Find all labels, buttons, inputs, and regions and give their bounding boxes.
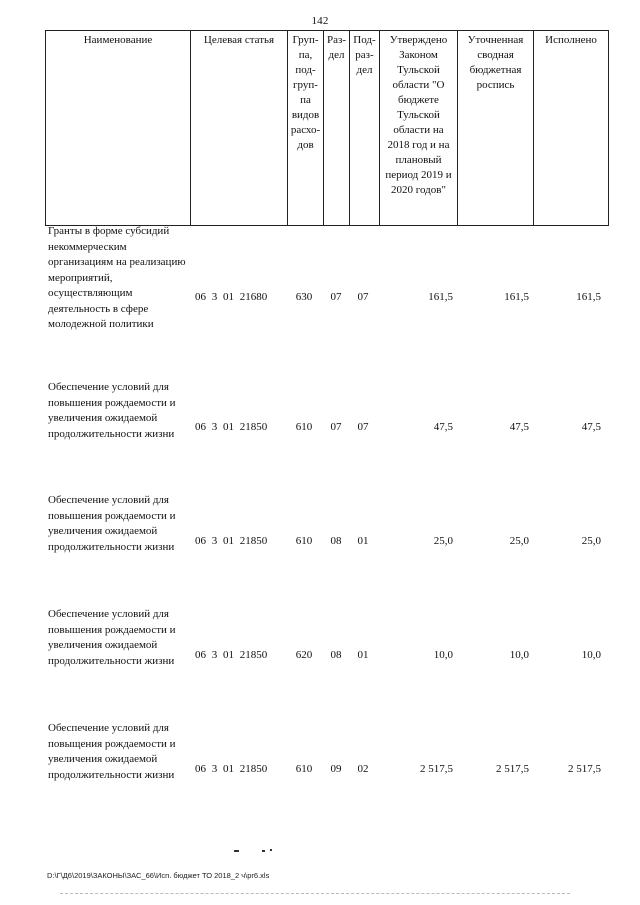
row-name: Гранты в форме субсидий некоммерческим организациям на реализацию мероприятий, осуществляющим деятельность в сфере молодежной политики: [48, 225, 186, 330]
row-section: 07: [330, 421, 342, 433]
row-expense-group: 630: [295, 291, 313, 303]
row-target-article: 06 3 01 21850: [195, 535, 268, 547]
row-approved: 2 517,5: [420, 763, 453, 775]
row-subsection: 01: [357, 535, 369, 547]
row-name: Обеспечение условий для повышения рождаемости и увеличения ожидаемой продолжительности жизни: [48, 608, 176, 667]
table-header: [45, 30, 609, 226]
row-refined: 2 517,5: [496, 763, 529, 775]
row-approved: 47,5: [433, 421, 453, 433]
scan-smudge: [234, 850, 274, 854]
row-name: Обеспечение условий для повышения рождаемости и увеличения ожидаемой продолжительности жизни: [48, 494, 176, 553]
header-target-article: Целевая статья: [191, 31, 288, 226]
row-target-article: 06 3 01 21680: [195, 291, 268, 303]
row-subsection: 01: [357, 649, 369, 661]
row-expense-group: 620: [295, 649, 313, 661]
row-subsection: 02: [357, 763, 369, 775]
header-executed: Исполнено: [534, 31, 609, 226]
row-refined: 161,5: [504, 291, 529, 303]
row-executed: 47,5: [581, 421, 601, 433]
row-section: 08: [330, 649, 342, 661]
row-refined: 47,5: [509, 421, 529, 433]
row-subsection: 07: [357, 421, 369, 433]
row-section: 07: [330, 291, 342, 303]
page-number: 142: [311, 15, 329, 27]
row-expense-group: 610: [295, 535, 313, 547]
row-executed: 25,0: [581, 535, 601, 547]
row-section: 08: [330, 535, 342, 547]
row-target-article: 06 3 01 21850: [195, 649, 268, 661]
row-executed: 10,0: [581, 649, 601, 661]
row-approved: 25,0: [433, 535, 453, 547]
row-refined: 25,0: [509, 535, 529, 547]
header-section: Раз-дел: [324, 31, 350, 226]
footer-file-path: D:\Г\Д6\2019\ЗАКОНЫ\ЗАС_66\Исп. бюджет ТО 2018_2 ч\pr6.xls: [47, 871, 270, 880]
row-executed: 2 517,5: [568, 763, 601, 775]
row-subsection: 07: [357, 291, 369, 303]
row-section: 09: [330, 763, 342, 775]
header-expense-group: Груп-па, под-груп-па видов расхо-дов: [288, 31, 324, 226]
row-executed: 161,5: [576, 291, 601, 303]
row-approved: 161,5: [428, 291, 453, 303]
row-expense-group: 610: [295, 421, 313, 433]
row-target-article: 06 3 01 21850: [195, 763, 268, 775]
header-name: Наименование: [46, 31, 191, 226]
footer-divider: [60, 893, 570, 894]
header-approved: Утверждено Законом Тульской области "О бюджете Тульской области на 2018 год и на плановый период 2019 и 2020 годов": [380, 31, 458, 226]
row-name: Обеспечение условий для повыщения рождаемости и увеличения ожидаемой продолжительности жизни: [48, 722, 176, 781]
row-approved: 10,0: [433, 649, 453, 661]
header-subsection: Под-раз-дел: [350, 31, 380, 226]
header-refined: Уточненная сводная бюджетная роспись: [458, 31, 534, 226]
row-target-article: 06 3 01 21850: [195, 421, 268, 433]
row-refined: 10,0: [509, 649, 529, 661]
row-expense-group: 610: [295, 763, 313, 775]
row-name: Обеспечение условий для повышения рождаемости и увеличения ожидаемой продолжительности жизни: [48, 381, 176, 440]
